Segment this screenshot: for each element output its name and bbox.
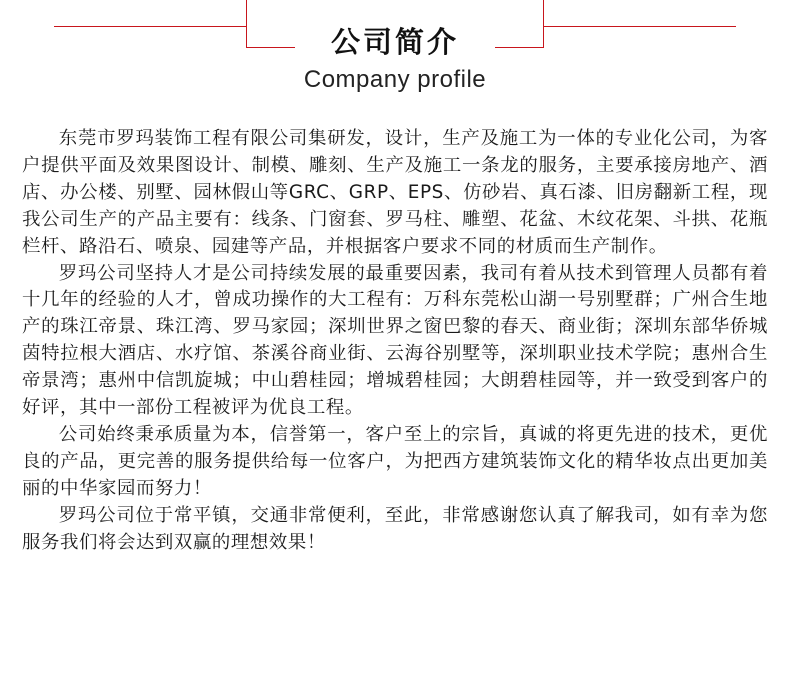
section-header: [0, 0, 790, 100]
profile-body: [22, 126, 768, 557]
paragraph-talent: 罗玛公司坚持人才是公司持续发展的最重要因素，我司有着从技术到管理人员都有着十几年的经验的人才，曾成功操作的大工程有：万科东莞松山湖一号别墅群；广州合生地产的珠江帝景、珠江湾、罗马家园；深圳世界之窗巴黎的春天、商业街；深圳东部华侨城茵特拉根大酒店、水疗馆、茶溪谷商业街、云海谷别墅等，深圳职业技术学院；惠州合生帝景湾；惠州中信凯旋城；中山碧桂园；增城碧桂园；大朗碧桂园等，并一致受到客户的好评，其中一部份工程被评为优良工程。: [22, 262, 768, 419]
header-rule-right: [544, 26, 736, 27]
paragraph-mission: 公司始终秉承质量为本，信誉第一，客户至上的宗旨，真诚的将更先进的技术，更优良的产品，更完善的服务提供给每一位客户，为把西方建筑装饰文化的精华妆点出更加美丽的中华家园而努力！: [22, 423, 768, 499]
section-title: 公司简介: [295, 22, 495, 62]
header-rule-left: [54, 26, 246, 27]
paragraph-location: 罗玛公司位于常平镇，交通非常便利，至此，非常感谢您认真了解我司，如有幸为您服务我们将会达到双赢的理想效果！: [22, 504, 768, 553]
section-subtitle: Company profile: [303, 66, 487, 93]
paragraph-intro: 东莞市罗玛装饰工程有限公司集研发，设计，生产及施工为一体的专业化公司，为客户提供平面及效果图设计、制模、雕刻、生产及施工一条龙的服务，主要承接房地产、酒店、办公楼、别墅、园林假山等GRC、GRP、EPS、仿砂岩、真石漆、旧房翻新工程，现我公司生产的产品主要有：线条、门窗套、罗马柱、雕塑、花盆、木纹花架、斗拱、花瓶栏杆、路沿石、喷泉、园建等产品，并根据客户要求不同的材质而生产制作。: [22, 128, 768, 257]
